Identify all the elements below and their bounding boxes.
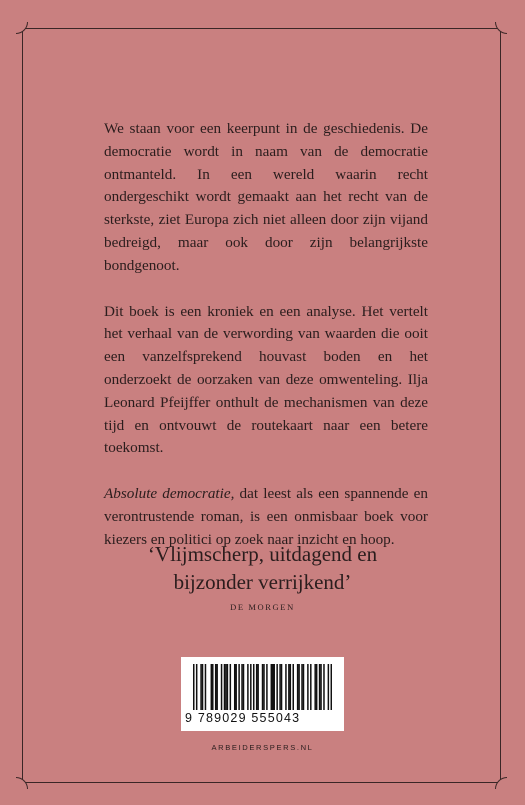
barcode-bar [276,664,278,710]
barcode-bar [307,664,309,710]
barcode-bar [279,664,281,710]
isbn-barcode [181,657,344,731]
barcode-bar [320,664,322,710]
barcode-bar [263,664,265,710]
barcode-bar [230,664,232,710]
barcode-bar [238,664,240,710]
barcode-bar [292,664,294,710]
barcode-bar [285,664,287,710]
barcode-digits: 9 789029 555043 [185,711,301,725]
review-quote [60,540,465,596]
barcode-bar [200,664,202,710]
barcode-bar [297,664,299,710]
blurb-paragraph-3-rest: dat leest als een spannende en verontrustende roman, is een onmisbaar boek voor kiezers en politici op zoek naar inzicht en hoop. [104,485,428,548]
barcode-bar [202,664,204,710]
barcode-bar [241,664,243,710]
barcode-bar [266,664,268,710]
barcode-bar [290,664,292,710]
barcode-bar [227,664,229,710]
barcode-bar [262,664,264,710]
barcode-bar [196,664,198,710]
barcode-bar [215,664,217,710]
barcode-bar [235,664,237,710]
barcode-bar [225,664,227,710]
barcode-bar [271,664,273,710]
barcode-bar [212,664,214,710]
book-title-italic: Absolute democratie, [104,485,235,503]
review-quote-line-2: bijzonder verrijkend’ [173,570,352,594]
barcode-bar [234,664,236,710]
barcode-bar [250,664,252,710]
barcode-bars [193,664,332,710]
barcode-bar [205,664,207,710]
barcode-bar [281,664,283,710]
barcode-bar [272,664,274,710]
barcode-bar [316,664,318,710]
barcode-bar [193,664,195,710]
barcode-bar [216,664,218,710]
barcode-bar [243,664,245,710]
barcode-bar [256,664,258,710]
blurb-paragraph-2: Dit boek is een kroniek en een analyse. Het vertelt het verhaal van de verwording van waarden die ooit een vanzelfsprekend houvast boden en het onderzoekt de oorzaken van deze omwenteling. Ilja Leonard Pfeijffer onthult de mechanismen van deze tijd en ontvouwt de routekaart naar een betere toekomst. [104,302,428,457]
review-quote-line-1: ‘Vlijmscherp, uitdagend en [147,542,378,566]
barcode-bar [310,664,312,710]
barcode-bar [314,664,316,710]
barcode-bar [301,664,303,710]
review-quote-source: DE MORGEN [230,602,295,612]
barcode-bar [211,664,213,710]
barcode-bar [224,664,226,710]
barcode-bar [319,664,321,710]
barcode-bar [273,664,275,710]
barcode-bar [247,664,249,710]
barcode-bar [323,664,325,710]
publisher-url: ARBEIDERSPERS.NL [211,743,314,752]
blurb-paragraph-1: We staan voor een keerpunt in de geschiedenis. De democratie wordt in naam van de democratie ontmanteld. In een wereld waarin recht ondergeschikt wordt gemaakt aan het recht van de sterkste, ziet Europa zich niet alleen door zijn vijand bedreigd, maar ook door zijn belangrijkste bondgenoot. [104,120,428,274]
barcode-bar [303,664,305,710]
barcode-bar [328,664,330,710]
blurb-text [104,118,428,552]
barcode-bar [288,664,290,710]
barcode-bar [221,664,223,710]
barcode-bar [257,664,259,710]
barcode-bar [331,664,332,710]
barcode-bar [298,664,300,710]
barcode-bar [253,664,255,710]
